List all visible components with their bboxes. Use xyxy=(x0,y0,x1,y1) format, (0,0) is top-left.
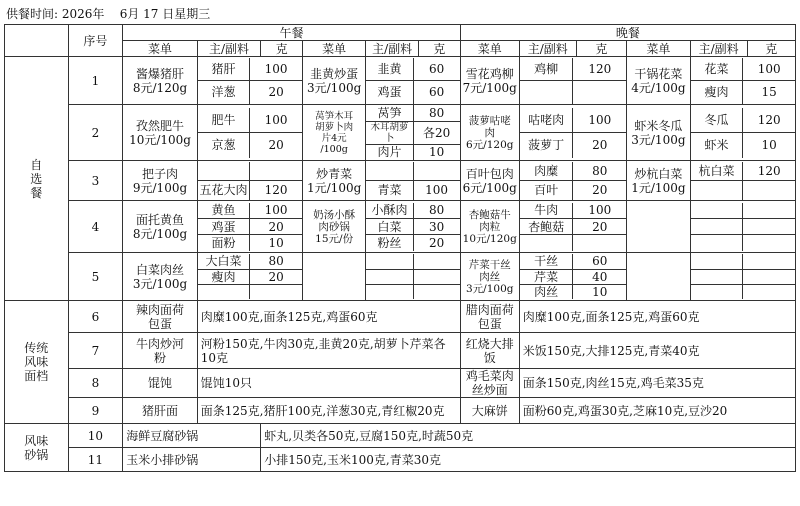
ingredient-name: 粉丝 xyxy=(366,235,413,251)
ingredient-col-header: 主/副料 xyxy=(197,41,261,57)
ingredient-name xyxy=(366,254,413,269)
ingredient-name: 百叶 xyxy=(520,181,573,200)
ingredient-gram xyxy=(413,269,460,284)
ingredient-list xyxy=(519,253,626,301)
dish-col-header: 菜单 xyxy=(460,41,519,57)
dish-name: 把子肉 9元/100g xyxy=(123,161,197,201)
ingredient-name xyxy=(691,284,743,299)
ingredient-gram xyxy=(743,219,795,235)
ingredient-gram: 各20 xyxy=(413,121,460,144)
ingredient-name xyxy=(520,235,573,251)
dish-name: 炒杭白菜 1元/100g xyxy=(627,161,691,201)
ingredient-name: 花菜 xyxy=(691,58,743,81)
serving-month: 6月 xyxy=(119,7,140,21)
dinner-dish-name: 大麻饼 xyxy=(460,398,519,424)
ingredient-gram xyxy=(250,284,302,299)
row-number: 10 xyxy=(68,424,123,448)
dish-name xyxy=(302,253,366,301)
ingredient-gram: 60 xyxy=(428,61,445,76)
dinner-header: 晚餐 xyxy=(460,25,795,41)
lunch-dish-ingredients: 馄饨10只 xyxy=(197,369,460,398)
index-header: 序号 xyxy=(68,25,123,57)
ingredient-list xyxy=(690,253,795,301)
ingredient-list xyxy=(690,161,795,201)
ingredient-gram: 80 xyxy=(428,105,445,120)
ingredient-name: 芹菜 xyxy=(520,269,573,284)
ingredient-gram: 100 xyxy=(264,112,288,127)
lunch-dish-ingredients: 肉糜100克,面条125克,鸡蛋60克 xyxy=(197,301,460,333)
dinner-dish-name: 腊肉面荷 包蛋 xyxy=(460,301,519,333)
lunch-dish-name: 猪肝面 xyxy=(123,398,197,424)
ingredient-name: 京葱 xyxy=(198,133,250,158)
dish-name: 芹菜干丝 肉丝 3元/100g xyxy=(460,253,519,301)
ingredient-gram: 80 xyxy=(428,203,445,218)
dinner-dish-ingredients: 米饭150克,大排125克,青菜40克 xyxy=(519,333,795,369)
ingredient-gram xyxy=(573,235,626,251)
ingredient-list xyxy=(690,105,795,161)
row-number: 6 xyxy=(68,301,123,333)
ingredient-gram: 20 xyxy=(573,181,626,200)
ingredient-gram: 20 xyxy=(573,133,626,158)
row-number: 1 xyxy=(68,57,123,105)
ingredient-name: 五花大肉 xyxy=(198,181,250,200)
ingredient-gram: 40 xyxy=(573,269,626,284)
row-number: 8 xyxy=(68,369,123,398)
ingredient-gram: 100 xyxy=(588,203,612,218)
serving-year: 2026年 xyxy=(61,7,105,21)
ingredient-gram xyxy=(413,284,460,299)
ingredient-gram xyxy=(743,203,795,219)
ingredient-list xyxy=(197,161,302,201)
ingredient-name: 鸡蛋 xyxy=(198,219,250,235)
ingredient-gram: 100 xyxy=(413,181,460,200)
ingredient-name: 杭白菜 xyxy=(691,162,743,181)
serving-day: 17 日 xyxy=(143,7,175,21)
dish-name: 干锅花菜 4元/100g xyxy=(627,57,691,105)
dinner-dish-name: 红烧大排 饭 xyxy=(460,333,519,369)
ingredient-gram: 100 xyxy=(757,61,781,76)
gram-col-header: 克 xyxy=(747,41,795,57)
ingredient-gram: 20 xyxy=(250,81,302,104)
ingredient-list xyxy=(366,201,460,253)
ingredient-gram: 20 xyxy=(573,219,626,235)
ingredient-col-header: 主/副料 xyxy=(366,41,419,57)
ingredient-gram xyxy=(743,181,795,200)
ingredient-name xyxy=(691,254,743,269)
ingredient-name xyxy=(520,81,573,104)
ingredient-name: 青菜 xyxy=(366,181,413,200)
ingredient-list xyxy=(366,57,460,105)
row-number: 2 xyxy=(68,105,123,161)
ingredient-gram xyxy=(573,81,626,104)
ingredient-gram xyxy=(743,269,795,284)
ingredient-name: 干丝 xyxy=(520,254,573,269)
ingredient-col-header: 主/副料 xyxy=(519,41,576,57)
ingredient-gram: 60 xyxy=(592,254,608,269)
ingredient-gram: 10 xyxy=(743,133,795,158)
ingredient-name xyxy=(366,162,413,181)
ingredient-name: 咕咾肉 xyxy=(520,108,573,133)
menu-grid xyxy=(4,24,796,472)
ingredient-gram: 10 xyxy=(573,284,626,299)
row-number: 7 xyxy=(68,333,123,369)
ingredient-gram: 20 xyxy=(250,269,302,284)
ingredient-gram: 15 xyxy=(743,81,795,104)
dish-col-header: 菜单 xyxy=(627,41,691,57)
ingredient-name: 面粉 xyxy=(198,235,250,251)
ingredient-name xyxy=(366,284,413,299)
ingredient-gram xyxy=(250,162,302,181)
ingredient-list xyxy=(197,105,302,161)
serving-weekday: 星期三 xyxy=(174,7,211,21)
ingredient-name: 瘦肉 xyxy=(691,81,743,104)
ingredient-name: 黄鱼 xyxy=(198,203,250,219)
ingredient-gram: 100 xyxy=(588,112,612,127)
casserole-name: 海鲜豆腐砂锅 xyxy=(123,424,261,448)
lunch-header: 午餐 xyxy=(123,25,460,41)
serving-date-label: 供餐时间: xyxy=(6,7,59,21)
ingredient-name: 小酥肉 xyxy=(366,203,413,219)
ingredient-gram: 20 xyxy=(250,133,302,158)
ingredient-name: 虾米 xyxy=(691,133,743,158)
ingredient-name xyxy=(691,235,743,251)
ingredient-name xyxy=(691,181,743,200)
dinner-dish-ingredients: 面条150克,肉丝15克,鸡毛菜35克 xyxy=(519,369,795,398)
dish-name: 莴笋木耳 胡萝卜肉 片4元 /100g xyxy=(302,105,366,161)
ingredient-gram: 80 xyxy=(592,163,608,178)
serving-date xyxy=(6,5,210,22)
ingredient-gram: 10 xyxy=(250,235,302,251)
dish-name: 酱爆猪肝 8元/120g xyxy=(123,57,197,105)
dish-name xyxy=(627,253,691,301)
ingredient-col-header: 主/副料 xyxy=(690,41,747,57)
ingredient-name: 鸡柳 xyxy=(520,58,573,81)
dish-name: 虾米冬瓜 3元/100g xyxy=(627,105,691,161)
ingredient-name: 大白菜 xyxy=(198,254,250,269)
menu-table xyxy=(4,24,796,472)
ingredient-name: 菠萝丁 xyxy=(520,133,573,158)
casserole-ingredients: 小排150克,玉米100克,青菜30克 xyxy=(261,448,796,472)
lunch-dish-ingredients: 河粉150克,牛肉30克,韭黄20克,胡萝卜芹菜各 10克 xyxy=(197,333,460,369)
dish-name: 杏鲍菇牛 肉粒 10元/120g xyxy=(460,201,519,253)
lunch-dish-name: 辣肉面荷 包蛋 xyxy=(123,301,197,333)
dish-name: 奶汤小酥 肉砂锅 15元/份 xyxy=(302,201,366,253)
ingredient-name: 杏鲍菇 xyxy=(520,219,573,235)
ingredient-name: 肉丝 xyxy=(520,284,573,299)
row-number: 3 xyxy=(68,161,123,201)
row-number: 5 xyxy=(68,253,123,301)
ingredient-gram xyxy=(413,162,460,181)
ingredient-name xyxy=(691,219,743,235)
ingredient-name: 韭黄 xyxy=(366,58,413,81)
ingredient-gram: 120 xyxy=(757,112,781,127)
category-traditional: 传统 风味 面档 xyxy=(5,301,69,424)
ingredient-name: 牛肉 xyxy=(520,203,573,219)
dish-name: 孜然肥牛 10元/100g xyxy=(123,105,197,161)
ingredient-name xyxy=(691,203,743,219)
ingredient-list xyxy=(366,253,460,301)
ingredient-name: 肉片 xyxy=(366,144,413,160)
dish-name: 面托黄鱼 8元/100g xyxy=(123,201,197,253)
ingredient-name: 肉糜 xyxy=(520,162,573,181)
ingredient-gram xyxy=(743,235,795,251)
dish-name xyxy=(627,201,691,253)
ingredient-list xyxy=(197,253,302,301)
ingredient-name xyxy=(366,269,413,284)
ingredient-gram xyxy=(743,254,795,269)
ingredient-name: 冬瓜 xyxy=(691,108,743,133)
category-self-select: 自 选 餐 xyxy=(5,57,69,301)
ingredient-gram: 100 xyxy=(264,61,288,76)
ingredient-name: 白菜 xyxy=(366,219,413,235)
ingredient-name: 瘦肉 xyxy=(198,269,250,284)
ingredient-list xyxy=(366,161,460,201)
ingredient-name: 木耳胡萝 卜 xyxy=(366,121,413,144)
dish-name: 韭黄炒蛋 3元/100g xyxy=(302,57,366,105)
row-number: 9 xyxy=(68,398,123,424)
ingredient-list xyxy=(690,57,795,105)
ingredient-name xyxy=(691,269,743,284)
lunch-dish-name: 牛肉炒河 粉 xyxy=(123,333,197,369)
ingredient-gram: 20 xyxy=(250,219,302,235)
ingredient-name: 洋葱 xyxy=(198,81,250,104)
ingredient-name: 肥牛 xyxy=(198,108,250,133)
ingredient-gram: 30 xyxy=(413,219,460,235)
casserole-name: 玉米小排砂锅 xyxy=(123,448,261,472)
ingredient-name: 猪肝 xyxy=(198,58,250,81)
ingredient-list xyxy=(690,201,795,253)
ingredient-gram xyxy=(743,284,795,299)
gram-col-header: 克 xyxy=(576,41,626,57)
gram-col-header: 克 xyxy=(418,41,460,57)
ingredient-list xyxy=(366,105,460,161)
ingredient-list xyxy=(519,105,626,161)
category-header xyxy=(5,25,69,57)
dish-name: 白菜肉丝 3元/100g xyxy=(123,253,197,301)
ingredient-name xyxy=(198,284,250,299)
casserole-ingredients: 虾丸,贝类各50克,豆腐150克,时蔬50克 xyxy=(261,424,796,448)
ingredient-list xyxy=(519,201,626,253)
dish-name: 雪花鸡柳 7元/100g xyxy=(460,57,519,105)
dish-col-header: 菜单 xyxy=(123,41,197,57)
gram-col-header: 克 xyxy=(261,41,303,57)
dinner-dish-ingredients: 肉糜100克,面条125克,鸡蛋60克 xyxy=(519,301,795,333)
ingredient-gram: 120 xyxy=(588,61,612,76)
category-casserole: 风味 砂锅 xyxy=(5,424,69,472)
ingredient-gram: 100 xyxy=(264,203,288,218)
ingredient-gram: 120 xyxy=(250,181,302,200)
dish-name: 百叶包肉 6元/100g xyxy=(460,161,519,201)
ingredient-gram: 20 xyxy=(413,235,460,251)
dinner-dish-ingredients: 面粉60克,鸡蛋30克,芝麻10克,豆沙20 xyxy=(519,398,795,424)
ingredient-gram: 10 xyxy=(413,144,460,160)
ingredient-gram: 120 xyxy=(757,163,781,178)
ingredient-list xyxy=(197,57,302,105)
dinner-dish-name: 鸡毛菜肉 丝炒面 xyxy=(460,369,519,398)
ingredient-list xyxy=(519,161,626,201)
ingredient-gram xyxy=(413,254,460,269)
dish-name: 炒青菜 1元/100g xyxy=(302,161,366,201)
lunch-dish-ingredients: 面条125克,猪肝100克,洋葱30克,青红椒20克 xyxy=(197,398,460,424)
row-number: 11 xyxy=(68,448,123,472)
lunch-dish-name: 馄饨 xyxy=(123,369,197,398)
ingredient-gram: 60 xyxy=(413,81,460,104)
dish-col-header: 菜单 xyxy=(302,41,366,57)
dish-name: 菠萝咕咾 肉 6元/120g xyxy=(460,105,519,161)
ingredient-name xyxy=(198,162,250,181)
ingredient-list xyxy=(197,201,302,253)
ingredient-list xyxy=(519,57,626,105)
ingredient-gram: 80 xyxy=(268,254,284,269)
ingredient-name: 莴笋 xyxy=(366,105,413,121)
row-number: 4 xyxy=(68,201,123,253)
ingredient-name: 鸡蛋 xyxy=(366,81,413,104)
